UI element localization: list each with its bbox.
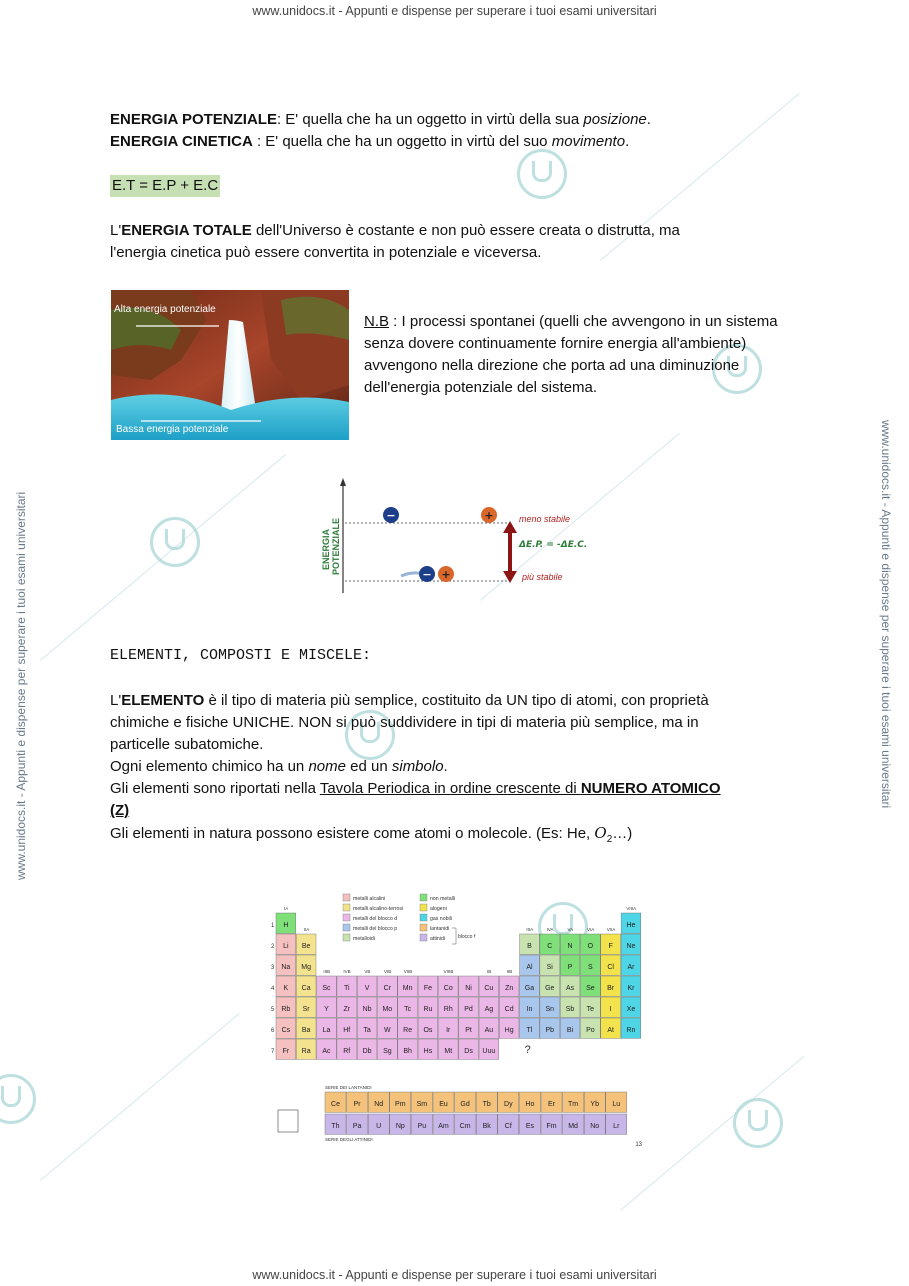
kinetic-energy-end: .: [625, 133, 630, 150]
element-symbol: Pt: [465, 1027, 472, 1034]
nb-note: [364, 311, 804, 399]
waterfall-photo: [111, 290, 349, 440]
legend-label: gas nobili: [430, 916, 452, 922]
legend-label: metalli del blocco d: [353, 916, 398, 922]
element-symbol: Li: [283, 943, 289, 950]
period-number: 3: [271, 965, 275, 971]
element-line5-a: Gli elementi sono riportati nella: [110, 780, 320, 797]
element-symbol: Ac: [322, 1048, 331, 1055]
element-symbol: Hs: [423, 1048, 433, 1055]
total-energy-line1: dell'Universo è costante e non può essere creata o distrutta, ma: [251, 222, 680, 239]
legend-swatch: [420, 894, 427, 901]
element-symbol: H: [283, 922, 289, 929]
legend-swatch: [420, 924, 427, 931]
negative-sign-bound: −: [422, 568, 432, 581]
actinide-symbol: Lr: [613, 1123, 620, 1130]
element-prefix: L': [110, 692, 122, 709]
element-symbol: V: [364, 985, 370, 992]
element-symbol: Bi: [566, 1027, 574, 1034]
page-number: 13: [635, 1142, 642, 1148]
total-energy-line2: l'energia cinetica può essere convertita in potenziale e viceversa.: [110, 244, 542, 261]
element-symbol: Tc: [404, 1006, 412, 1013]
element-line7-a: Gli elementi in natura possono esistere come atomi o molecole. (Es: He,: [110, 825, 595, 842]
element-symbol: Re: [403, 1027, 413, 1034]
periodic-table: [268, 888, 648, 1150]
element-symbol: Rb: [281, 1006, 291, 1013]
element-symbol: Cr: [383, 985, 392, 992]
label-less-stable: meno stabile: [519, 514, 571, 524]
element-line4-a: Ogni elemento chimico ha un: [110, 758, 309, 775]
lanthanide-symbol: Lu: [612, 1101, 621, 1108]
group-label: VIIA: [606, 927, 616, 932]
element-symbol: Co: [443, 985, 453, 992]
energy-formula-line: [110, 175, 220, 197]
actinide-symbol: Es: [525, 1123, 534, 1130]
lanthanide-symbol: Nd: [374, 1101, 384, 1108]
element-line7-end: …): [612, 825, 633, 842]
group-label: IA: [284, 906, 289, 911]
legend-swatch: [420, 914, 427, 921]
element-line-7: [110, 822, 810, 851]
group-label: VIIB: [403, 969, 413, 974]
element-line-3: particelle subatomiche.: [110, 736, 264, 753]
period-number: 2: [271, 944, 275, 950]
actinide-symbol: Pa: [352, 1123, 362, 1130]
group-label: IIB: [506, 969, 513, 974]
actinide-symbol: Am: [438, 1123, 449, 1130]
group-label: IIIB: [323, 969, 331, 974]
element-symbol: As: [565, 985, 575, 992]
element-symbol: Ar: [627, 964, 635, 971]
axis-label-energy: ENERGIA: [321, 528, 331, 570]
element-symbol: Ca: [301, 985, 311, 992]
positive-sign: +: [484, 509, 494, 522]
group-label: IVA: [546, 927, 554, 932]
element-symbol: Te: [586, 1006, 595, 1013]
lanthanide-symbol: Dy: [504, 1101, 513, 1108]
period-number: 7: [271, 1049, 275, 1055]
period-number: 5: [271, 1007, 275, 1013]
actinide-symbol: Np: [395, 1123, 405, 1130]
header-watermark: www.unidocs.it - Appunti e dispense per superare i tuoi esami universitari: [252, 4, 657, 18]
periodic-table-reference-text: Tavola Periodica in ordine crescente di: [319, 780, 581, 797]
potential-energy-end: .: [646, 111, 651, 128]
element-symbol: Na: [281, 964, 291, 971]
actinide-symbol: Pu: [417, 1123, 427, 1130]
element-symbol: Sn: [545, 1006, 555, 1013]
group-label: IIIA: [526, 927, 534, 932]
element-symbol: Zn: [505, 985, 514, 992]
section-title: ELEMENTI, COMPOSTI E MISCELE:: [110, 647, 372, 664]
label-more-stable: più stabile: [522, 572, 563, 582]
periodic-table-svg: [268, 888, 648, 1150]
element-symbol: Ge: [545, 985, 555, 992]
legend-label: attinidi: [430, 936, 445, 942]
actinide-series-title: SERIE DEGLI ATTINIDI: [325, 1137, 373, 1142]
legend-swatch: [343, 934, 350, 941]
element-symbol: Sc: [322, 985, 331, 992]
lanthanide-symbol: Eu: [439, 1101, 448, 1108]
element-line1-rest: è il tipo di materia più semplice, costituito da UN tipo di atomi, con proprietà: [204, 692, 709, 709]
element-symbol: Mo: [382, 1006, 393, 1013]
atomic-number-term: NUMERO ATOMICO: [580, 780, 721, 797]
element-symbol: Nb: [362, 1006, 372, 1013]
total-energy-prefix: L': [110, 222, 122, 239]
group-label: VB: [364, 969, 371, 974]
element-symbol: Cl: [607, 964, 614, 971]
element-symbol: S: [588, 964, 593, 971]
actinide-symbol: Md: [568, 1123, 578, 1130]
period-number: 6: [271, 1028, 275, 1034]
actinide-symbol: Bk: [482, 1123, 491, 1130]
legend-label: metalli alcalino-terrosi: [353, 906, 404, 912]
element-symbol: Fe: [423, 985, 433, 992]
legend-swatch: [343, 894, 350, 901]
element-symbol: Tl: [526, 1027, 533, 1034]
element-symbol: Rf: [343, 1048, 351, 1055]
element-symbol: Cd: [504, 1006, 514, 1013]
element-symbol: Sr: [302, 1006, 310, 1013]
photo-label-bottom: Bassa energia potenziale: [116, 424, 229, 435]
total-energy-term: ENERGIA TOTALE: [121, 222, 252, 239]
element-symbol: C: [547, 943, 553, 950]
lanthanide-series-title: SERIE DEI LANTANIDI: [325, 1085, 372, 1090]
lanthanide-symbol: Pm: [395, 1101, 406, 1108]
positive-sign-bound: +: [441, 568, 451, 581]
lanthanide-symbol: Tm: [568, 1101, 579, 1108]
element-symbol: La: [322, 1027, 331, 1034]
actinide-symbol: Fm: [546, 1123, 557, 1130]
element-symbol: Pb: [545, 1027, 555, 1034]
lanthanide-symbol: Ho: [525, 1101, 535, 1108]
actinide-symbol: No: [590, 1123, 600, 1130]
element-symbol: Mn: [402, 985, 413, 992]
lanthanide-symbol: Er: [548, 1101, 555, 1108]
element-symbol: Fr: [282, 1048, 290, 1055]
element-symbol: K: [283, 985, 289, 992]
element-symbol: In: [526, 1006, 533, 1013]
legend-swatch: [343, 914, 350, 921]
watermark-logo-icon: [150, 517, 200, 567]
element-symbol: Au: [484, 1027, 494, 1034]
group-label: VIIIA: [626, 906, 637, 911]
element-symbol: Ti: [343, 985, 350, 992]
kinetic-energy-definition: [110, 131, 629, 153]
element-symbol: Ir: [446, 1027, 451, 1034]
element-line4-b: ed un: [345, 758, 392, 775]
element-symbol: Uuu: [482, 1048, 496, 1055]
element-symbol-emphasis: simbolo: [391, 758, 444, 775]
legend-label: lantanidi: [430, 926, 450, 932]
footer-watermark: www.unidocs.it - Appunti e dispense per superare i tuoi esami universitari: [252, 1268, 657, 1282]
element-symbol: Cu: [484, 985, 494, 992]
element-line-4: [110, 756, 810, 778]
atomic-number-symbol: (Z): [110, 802, 130, 819]
actinide-symbol: Th: [331, 1123, 340, 1130]
element-name-emphasis: nome: [308, 758, 346, 775]
element-symbol: N: [567, 943, 573, 950]
photo-label-top: Alta energia potenziale: [114, 304, 216, 315]
group-label: IIA: [303, 927, 310, 932]
element-line-1: [110, 690, 810, 712]
energy-axis-arrowhead: [340, 478, 346, 486]
element-symbol: Hf: [343, 1027, 351, 1034]
element-symbol: Se: [586, 985, 595, 992]
element-symbol: Be: [301, 943, 311, 950]
group-label: IB: [487, 969, 492, 974]
legend-swatch: [420, 904, 427, 911]
nb-label: N.B: [364, 313, 390, 330]
group-label: VIA: [587, 927, 595, 932]
element-symbol: Mt: [444, 1048, 453, 1055]
element-symbol: Bh: [403, 1048, 412, 1055]
element-symbol: Po: [586, 1027, 595, 1034]
element-symbol: Zr: [343, 1006, 351, 1013]
group-label: IVB: [343, 969, 351, 974]
total-energy-paragraph: [110, 220, 680, 264]
element-symbol: Cs: [281, 1027, 291, 1034]
key-cell: [278, 1110, 298, 1132]
element-symbol: Ne: [626, 943, 636, 950]
legend-swatch: [343, 904, 350, 911]
element-symbol: F: [608, 943, 613, 950]
lanthanide-symbol: Yb: [590, 1101, 599, 1108]
element-line4-end: .: [443, 758, 448, 775]
element-line-6: [110, 800, 810, 822]
watermark-logo-icon: [0, 1074, 36, 1124]
legend-label: metalli alcalini: [353, 896, 386, 902]
legend-bracket: [452, 928, 456, 944]
period-number: 4: [271, 986, 275, 992]
potential-energy-definition: [110, 109, 651, 131]
element-symbol: Sg: [383, 1048, 392, 1055]
group-label: VA: [567, 927, 574, 932]
element-symbol: Os: [423, 1027, 433, 1034]
group-label: VIB: [384, 969, 392, 974]
element-symbol: Db: [362, 1048, 372, 1055]
potential-energy-emphasis: posizione: [583, 111, 647, 128]
element-symbol: W: [384, 1027, 391, 1034]
element-line-2: chimiche e fisiche UNICHE. NON si può suddividere in tipi di materia più semplice, ma in: [110, 714, 699, 731]
watermark-logo-icon: [517, 149, 567, 199]
lanthanide-symbol: Gd: [460, 1101, 470, 1108]
element-symbol: I: [609, 1006, 612, 1013]
element-symbol: Kr: [627, 985, 635, 992]
lanthanide-symbol: Sm: [416, 1101, 428, 1108]
element-symbol: Rn: [626, 1027, 636, 1034]
element-symbol: Ga: [524, 985, 535, 992]
element-symbol: Y: [324, 1006, 329, 1013]
oxygen-subscript: 2: [606, 834, 613, 845]
potential-energy-diagram: [305, 475, 605, 595]
lanthanide-symbol: Tb: [482, 1101, 491, 1108]
legend-swatch: [420, 934, 427, 941]
oxygen-formula: O: [594, 824, 607, 842]
negative-sign: −: [386, 509, 396, 522]
element-symbol: B: [527, 943, 532, 950]
watermark-logo-icon: [733, 1098, 783, 1148]
element-symbol: Xe: [626, 1006, 636, 1013]
periodic-table-reference: [320, 780, 721, 797]
energy-formula: E.T = E.P + E.C: [110, 175, 220, 197]
legend-label: metalloidi: [353, 936, 375, 942]
element-symbol: O: [587, 943, 594, 950]
lanthanide-symbol: Pr: [353, 1101, 361, 1108]
potential-energy-term: ENERGIA POTENZIALE: [110, 111, 277, 128]
element-symbol: Hg: [504, 1027, 514, 1034]
element-symbol: Rh: [443, 1006, 453, 1013]
element-symbol: Br: [607, 985, 615, 992]
nb-text: : I processi spontanei (quelli che avvengono in un sistema senza dovere continuamente fornire energia all'ambiente) avvengono nella direzione che porta ad una diminuzione dell'energia potenziale del sistema.: [364, 313, 778, 396]
element-symbol: Si: [546, 964, 553, 971]
unknown-element-mark: ?: [524, 1044, 531, 1056]
axis-label-potential: POTENZIALE: [331, 517, 341, 575]
element-symbol: Ba: [301, 1027, 311, 1034]
watermark-line: [40, 1013, 240, 1181]
element-symbol: Ra: [301, 1048, 311, 1055]
legend-label: alogeni: [430, 906, 447, 912]
side-watermark-right: www.unidocs.it - Appunti e dispense per superare i tuoi esami universitari: [879, 420, 893, 809]
element-symbol: Sb: [565, 1006, 575, 1013]
element-symbol: He: [626, 922, 636, 929]
actinide-symbol: U: [376, 1123, 382, 1130]
legend-bracket-label: blocco f: [458, 934, 476, 940]
legend-swatch: [343, 924, 350, 931]
side-watermark-left: www.unidocs.it - Appunti e dispense per superare i tuoi esami universitari: [14, 491, 28, 880]
label-delta-energy: ΔE.P. = -ΔE.C.: [519, 540, 588, 550]
kinetic-energy-emphasis: movimento: [551, 133, 626, 150]
legend-label: non metalli: [430, 896, 456, 902]
group-label: VIIIB: [443, 969, 454, 974]
actinide-symbol: Cf: [504, 1123, 512, 1130]
kinetic-energy-text: : E' quella che ha un oggetto in virtù del suo: [252, 133, 552, 150]
actinide-symbol: Cm: [459, 1123, 471, 1130]
element-symbol: Ni: [465, 985, 472, 992]
element-symbol: Ta: [363, 1027, 371, 1034]
element-paragraph: [110, 690, 810, 851]
element-symbol: At: [607, 1027, 614, 1034]
kinetic-energy-term: ENERGIA CINETICA: [110, 133, 253, 150]
element-symbol: P: [567, 964, 573, 971]
element-symbol: Ag: [484, 1006, 494, 1013]
potential-energy-text: : E' quella che ha un oggetto in virtù della sua: [276, 111, 584, 128]
element-symbol: Al: [526, 964, 533, 971]
element-symbol: Pd: [464, 1006, 473, 1013]
element-symbol: Ds: [464, 1048, 473, 1055]
element-term: ELEMENTO: [121, 692, 205, 709]
period-number: 1: [271, 923, 275, 929]
element-symbol: Ru: [423, 1006, 433, 1013]
element-line-5: [110, 778, 810, 800]
lanthanide-symbol: Ce: [331, 1101, 340, 1108]
element-symbol: Mg: [301, 964, 312, 971]
legend-label: metalli del blocco p: [353, 926, 398, 932]
